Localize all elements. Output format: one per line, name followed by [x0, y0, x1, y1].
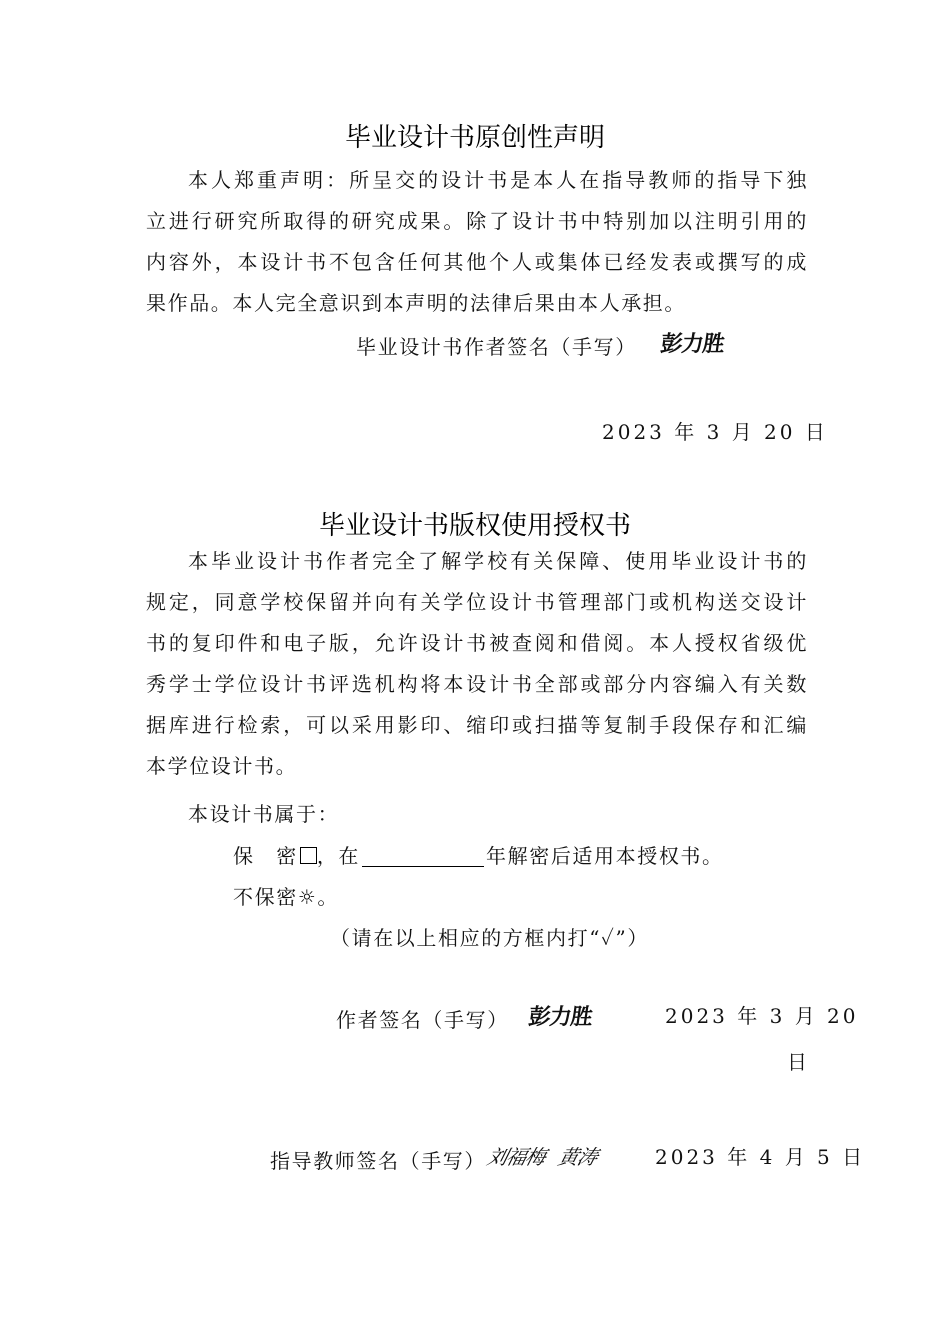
declaration-line: 立进行研究所取得的研究成果。除了设计书中特别加以注明引用的 [146, 209, 808, 233]
declaration-date: 2023 年 3 月 20 日 [602, 420, 828, 444]
declaration-line: 内容外，本设计书不包含任何其他个人或集体已经发表或撰写的成 [146, 250, 808, 274]
declaration-line: 果作品。本人完全意识到本声明的法律后果由本人承担。 [146, 291, 686, 315]
author-date: 2023 年 3 月 20 [665, 1004, 859, 1028]
year-blank-field[interactable] [362, 844, 484, 867]
belongs-label: 本设计书属于： [188, 802, 340, 826]
advisor-date: 2023 年 4 月 5 日 [655, 1145, 866, 1169]
option-not-secret-label: 不保密 [233, 885, 298, 909]
secret-checkbox[interactable] [300, 847, 317, 864]
option-secret-mid: ，在 [316, 844, 361, 868]
authorization-line: 书的复印件和电子版，允许设计书被查阅和借阅。本人授权省级优 [146, 631, 808, 655]
not-secret-mark-icon[interactable]: ☼ [297, 885, 318, 909]
advisor-signature-label: 指导教师签名（手写） [270, 1149, 486, 1173]
authorization-line: 规定，同意学校保留并向有关学位设计书管理部门或机构送交设计 [146, 590, 808, 614]
advisor-handwritten-signature-2: 黄涛 [555, 1145, 600, 1169]
author-date-tail: 日 [787, 1050, 809, 1074]
declaration-body [146, 160, 808, 324]
authorization-body [146, 541, 808, 787]
option-not-secret-row [233, 881, 339, 910]
author-signature-label: 作者签名（手写） [336, 1008, 509, 1032]
option-not-secret-end: 。 [317, 885, 339, 909]
authorization-line: 本毕业设计书作者完全了解学校有关保障、使用毕业设计书的 [188, 549, 808, 573]
checkbox-instruction: （请在以上相应的方框内打“✓”） [330, 926, 649, 950]
authorization-title: 毕业设计书版权使用授权书 [318, 511, 631, 541]
author-handwritten-signature: 彭力胜 [526, 1005, 594, 1030]
advisor-handwritten-signature-1: 刘福梅 [484, 1145, 548, 1169]
declaration-title: 毕业设计书原创性声明 [344, 123, 605, 153]
author-signature-row [336, 1000, 592, 1033]
option-secret-row [233, 840, 724, 869]
declaration-signature-label: 毕业设计书作者签名（手写） [356, 335, 637, 359]
option-secret-suffix: 年解密后适用本授权书。 [486, 844, 724, 868]
authorization-line: 据库进行检索，可以采用影印、缩印或扫描等复制手段保存和汇编 [146, 713, 808, 737]
declaration-signature-row [356, 327, 724, 360]
authorization-line: 秀学士学位设计书评选机构将本设计书全部或部分内容编入有关数 [146, 672, 808, 696]
option-secret-label: 保 密 [233, 844, 298, 868]
advisor-signature-row [270, 1141, 600, 1174]
authorization-line: 本学位设计书。 [146, 754, 298, 778]
declaration-handwritten-signature: 彭力胜 [658, 332, 726, 357]
declaration-line: 本人郑重声明：所呈交的设计书是本人在指导教师的指导下独 [188, 168, 808, 192]
